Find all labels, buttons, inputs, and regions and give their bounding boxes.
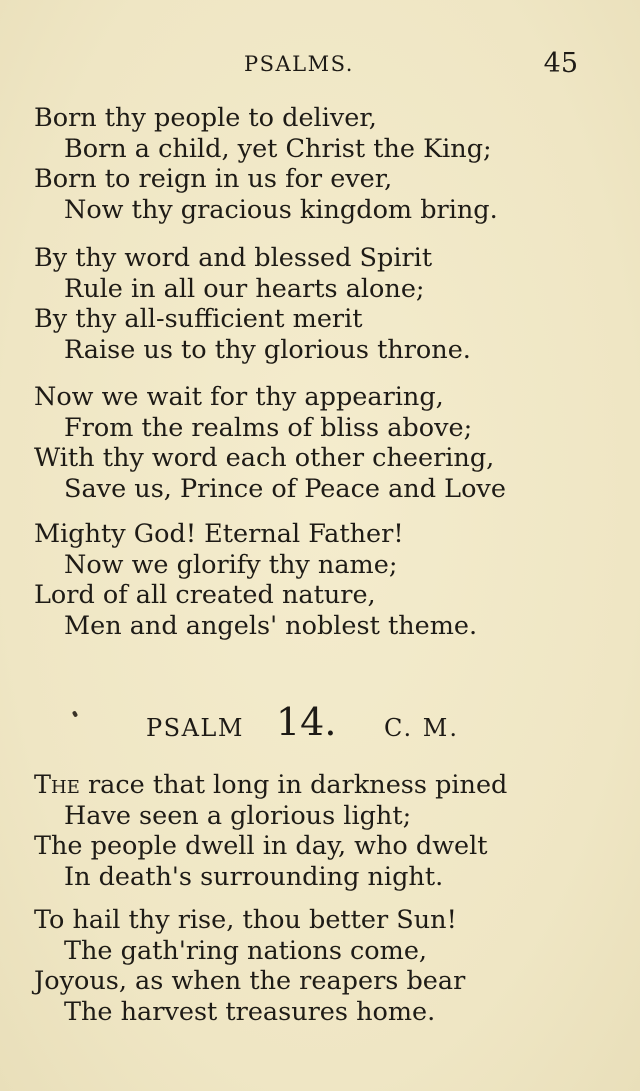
first-word: The xyxy=(34,770,80,800)
verse-line: The harvest treasures home. xyxy=(64,996,436,1027)
verse-line: Now we glorify thy name; xyxy=(64,549,398,580)
psalm-heading xyxy=(0,700,640,750)
psalm-stanza-2 xyxy=(34,905,465,1027)
verse-line: In death's surrounding night. xyxy=(64,861,444,892)
verse-line: Rule in all our hearts alone; xyxy=(64,273,425,304)
psalm-metre: C. M. xyxy=(384,714,459,742)
verse-line: From the realms of bliss above; xyxy=(64,412,473,443)
psalm-stanza-1 xyxy=(34,770,507,892)
verse-line: Raise us to thy glorious throne. xyxy=(64,334,471,365)
first-line-rest: race that long in darkness pined xyxy=(79,770,508,800)
hymn-stanza-2 xyxy=(34,243,471,365)
hymn-stanza-3 xyxy=(34,382,506,504)
hymn-stanza-4 xyxy=(34,519,477,641)
verse-line: Have seen a glorious light; xyxy=(64,800,412,831)
verse-line: The gath'ring nations come, xyxy=(64,935,428,966)
verse-line: Now we wait for thy appearing, xyxy=(34,382,444,412)
psalm-number: 14. xyxy=(276,700,337,744)
verse-line: Lord of all created nature, xyxy=(34,580,376,610)
verse-line: Born thy people to deliver, xyxy=(34,103,377,133)
verse-line xyxy=(34,770,507,801)
verse-line: By thy all-sufficient merit xyxy=(34,304,363,334)
running-head xyxy=(0,48,640,80)
psalm-heading-word: PSALM xyxy=(146,714,244,742)
verse-line: With thy word each other cheering, xyxy=(34,443,495,473)
verse-line: By thy word and blessed Spirit xyxy=(34,243,433,273)
verse-line: Now thy gracious kingdom bring. xyxy=(64,194,498,225)
verse-line: Born to reign in us for ever, xyxy=(34,164,393,194)
hymn-stanza-1 xyxy=(34,103,498,225)
running-title: PSALMS. xyxy=(244,52,354,76)
page-number: 45 xyxy=(543,48,578,79)
verse-line: The people dwell in day, who dwelt xyxy=(34,831,488,861)
verse-line: Mighty God! Eternal Father! xyxy=(34,519,404,549)
verse-line: To hail thy rise, thou better Sun! xyxy=(34,905,457,935)
verse-line: Joyous, as when the reapers bear xyxy=(34,966,466,996)
verse-line: Save us, Prince of Peace and Love xyxy=(64,473,506,504)
verse-line: Born a child, yet Christ the King; xyxy=(64,133,492,164)
verse-line: Men and angels' noblest theme. xyxy=(64,610,478,641)
